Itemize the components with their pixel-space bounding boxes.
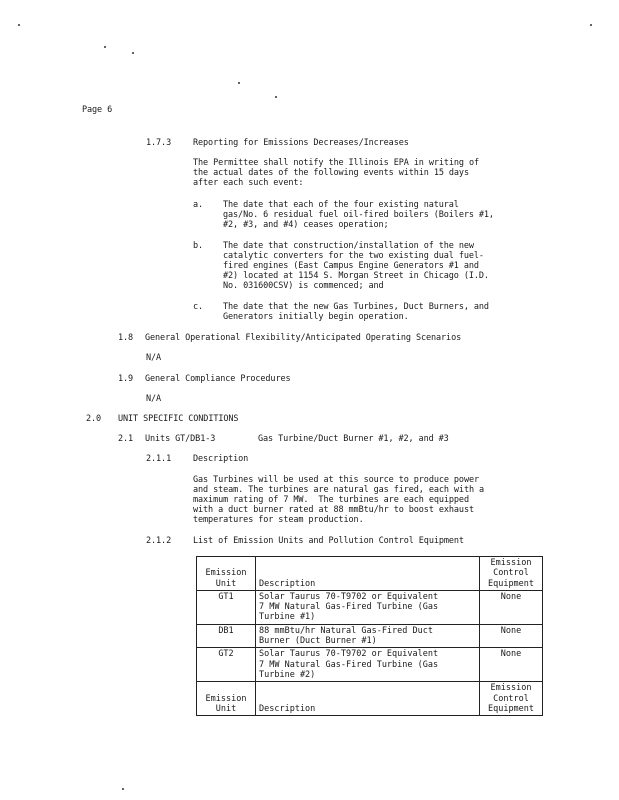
footer-control-equipment: Emission Control Equipment	[480, 682, 543, 716]
table-row	[197, 648, 543, 682]
section-title: Gas Turbine/Duct Burner #1, #2, and #3	[258, 434, 449, 444]
list-marker: c.	[193, 302, 204, 312]
cell-description: Solar Taurus 70-T9702 or Equivalent 7 MW Natural Gas-Fired Turbine (Gas Turbine #1)	[256, 590, 480, 624]
list-item-line: The date that each of the four existing natural	[223, 200, 459, 210]
paragraph-line: maximum rating of 7 MW. The turbines are each equipped	[193, 495, 469, 505]
section-number: 1.7.3	[146, 138, 172, 148]
cell-description: Solar Taurus 70-T9702 or Equivalent 7 MW Natural Gas-Fired Turbine (Gas Turbine #2)	[256, 648, 480, 682]
page-label: Page 6	[82, 105, 113, 115]
paragraph-line: after each such event:	[193, 178, 304, 188]
section-title: Description	[193, 454, 249, 464]
cell-unit: DB1	[197, 624, 256, 648]
scan-speck	[18, 24, 20, 26]
table-row	[197, 624, 543, 648]
header-description: Description	[256, 557, 480, 591]
header-control-equipment: Emission Control Equipment	[480, 557, 543, 591]
list-item-line: fired engines (East Campus Engine Generators #1 and	[223, 261, 479, 271]
scan-speck	[590, 24, 592, 26]
list-item-line: #2, #3, and #4) ceases operation;	[223, 220, 389, 230]
table-footer-row	[197, 682, 543, 716]
section-number: 1.9	[118, 374, 134, 384]
cell-control: None	[480, 590, 543, 624]
footer-description: Description	[256, 682, 480, 716]
list-item-line: #2) located at 1154 S. Morgan Street in Chicago (I.D.	[223, 271, 489, 281]
cell-unit: GT1	[197, 590, 256, 624]
footer-emission-unit: Emission Unit	[197, 682, 256, 716]
scan-speck	[104, 46, 106, 48]
paragraph-line: Gas Turbines will be used at this source to produce power	[193, 475, 479, 485]
section-number: 2.1	[118, 434, 134, 444]
list-item-line: The date that the new Gas Turbines, Duct Burners, and	[223, 302, 489, 312]
cell-description: 88 mmBtu/hr Natural Gas-Fired Duct Burner (Duct Burner #1)	[256, 624, 480, 648]
section-title: Reporting for Emissions Decreases/Increases	[193, 138, 409, 148]
section-number: 2.1.1	[146, 454, 172, 464]
table-header-row	[197, 557, 543, 591]
paragraph-line: temperatures for steam production.	[193, 515, 364, 525]
section-title: List of Emission Units and Pollution Control Equipment	[193, 536, 464, 546]
section-number: 2.0	[86, 414, 102, 424]
section-title: General Operational Flexibility/Anticipated Operating Scenarios	[145, 333, 462, 343]
cell-control: None	[480, 624, 543, 648]
scan-speck	[238, 82, 240, 84]
section-number: 2.1.2	[146, 536, 172, 546]
cell-unit: GT2	[197, 648, 256, 682]
paragraph-line: The Permittee shall notify the Illinois EPA in writing of	[193, 158, 479, 168]
section-title: UNIT SPECIFIC CONDITIONS	[118, 414, 239, 424]
list-item-line: catalytic converters for the two existing dual fuel-	[223, 251, 484, 261]
list-item-line: gas/No. 6 residual fuel oil-fired boilers (Boilers #1,	[223, 210, 494, 220]
section-number: 1.8	[118, 333, 134, 343]
list-item-line: No. 031600CSV) is commenced; and	[223, 281, 384, 291]
list-item-line: Generators initially begin operation.	[223, 312, 409, 322]
scan-speck	[275, 96, 277, 98]
section-title: General Compliance Procedures	[145, 374, 291, 384]
section-body: N/A	[146, 394, 162, 404]
emission-units-table	[196, 556, 543, 716]
scan-speck	[122, 788, 124, 790]
scan-speck	[132, 52, 134, 54]
unit-ids: Units GT/DB1-3	[145, 434, 216, 444]
list-marker: a.	[193, 200, 204, 210]
table-row	[197, 590, 543, 624]
list-marker: b.	[193, 241, 204, 251]
paragraph-line: the actual dates of the following events within 15 days	[193, 168, 469, 178]
cell-control: None	[480, 648, 543, 682]
header-emission-unit: Emission Unit	[197, 557, 256, 591]
section-body: N/A	[146, 353, 162, 363]
paragraph-line: and steam. The turbines are natural gas fired, each with a	[193, 485, 485, 495]
paragraph-line: with a duct burner rated at 88 mmBtu/hr to boost exhaust	[193, 505, 474, 515]
list-item-line: The date that construction/installation of the new	[223, 241, 474, 251]
